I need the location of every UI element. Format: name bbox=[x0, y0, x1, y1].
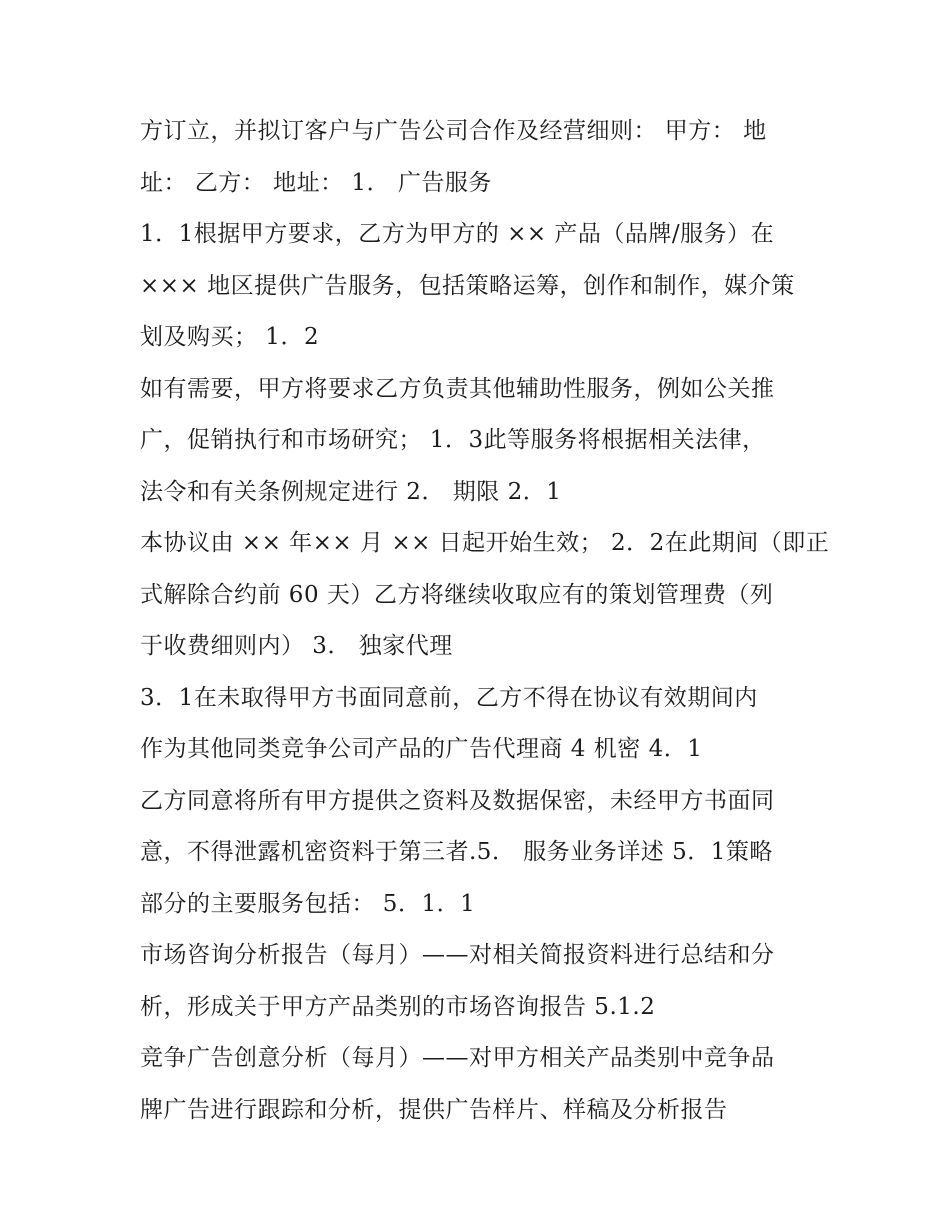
text-line: 1．1根据甲方要求，乙方为甲方的 ×× 产品（品牌/服务）在 bbox=[140, 221, 775, 247]
text-line: 方订立，并拟订客户与广告公司合作及经营细则： 甲方： 地 bbox=[140, 118, 767, 144]
text-line: 式解除合约前 60 天）乙方将继续收取应有的策划管理费（列 bbox=[140, 581, 774, 608]
text-line: 析，形成关于甲方产品类别的市场咨询报告 5.1.2 bbox=[140, 993, 656, 1020]
text-line: 本协议由 ×× 年×× 月 ×× 日起开始生效； 2．2在此期间（即正 bbox=[140, 530, 830, 556]
text-line: 3．1在未取得甲方书面同意前，乙方不得在协议有效期间内 bbox=[140, 684, 758, 711]
text-line: 址： 乙方： 地址： 1． 广告服务 bbox=[140, 169, 492, 196]
text-line: 划及购买； 1．2 bbox=[140, 324, 320, 350]
text-line: 作为其他同类竞争公司产品的广告代理商 4 机密 4．1 bbox=[140, 736, 703, 762]
text-line: 意，不得泄露机密资料于第三者.5． 服务业务详述 5．1策略 bbox=[140, 839, 773, 865]
text-line: 法令和有关条例规定进行 2． 期限 2．1 bbox=[140, 478, 562, 505]
text-line: 乙方同意将所有甲方提供之资料及数据保密，未经甲方书面同 bbox=[140, 787, 775, 814]
text-line: 牌广告进行跟踪和分析，提供广告样片、样稿及分析报告 bbox=[140, 1096, 728, 1123]
text-line: 部分的主要服务包括： 5．1．1 bbox=[140, 890, 476, 917]
text-line: 广，促销执行和市场研究； 1．3此等服务将根据相关法律， bbox=[140, 427, 766, 453]
text-line: 于收费细则内） 3． 独家代理 bbox=[140, 633, 453, 659]
text-line: ××× 地区提供广告服务，包括策略运筹，创作和制作，媒介策 bbox=[140, 272, 795, 299]
document-body bbox=[140, 106, 830, 1136]
text-line: 竞争广告创意分析（每月）——对甲方相关产品类别中竞争品 bbox=[140, 1045, 775, 1071]
text-line: 如有需要，甲方将要求乙方负责其他辅助性服务，例如公关推 bbox=[140, 375, 775, 402]
text-line: 市场咨询分析报告（每月）——对相关简报资料进行总结和分 bbox=[140, 942, 775, 968]
